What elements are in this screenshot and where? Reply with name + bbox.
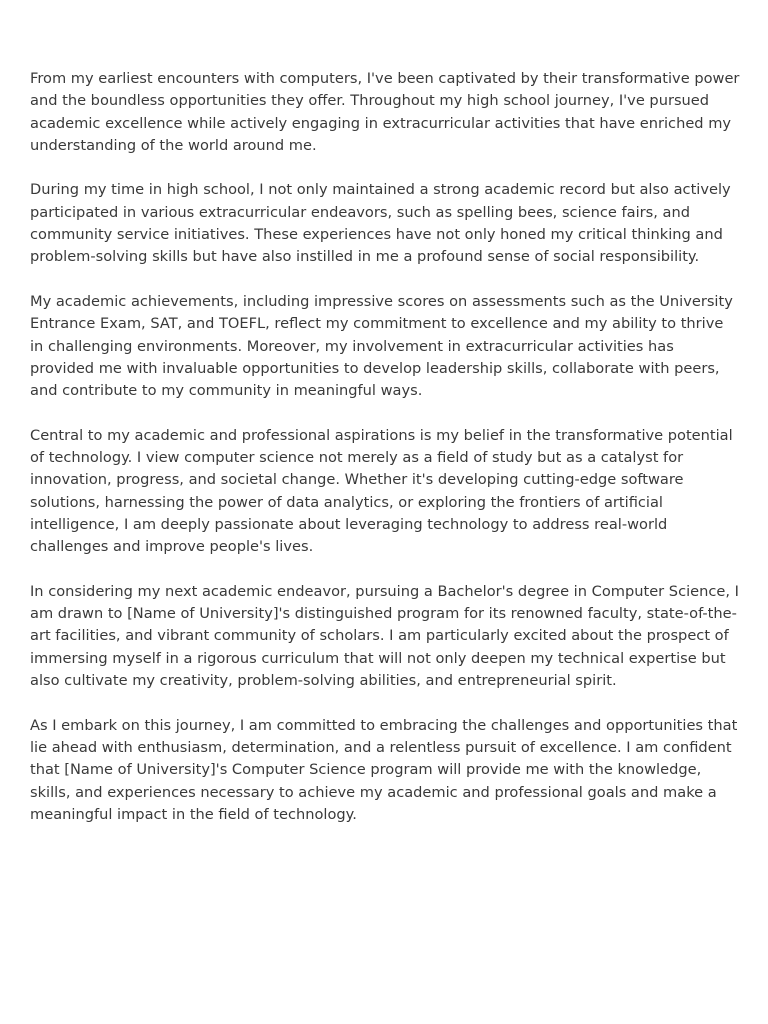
paragraph-achievements: My academic achievements, including impressive scores on assessments such as the University Entrance Exam, SAT, and TOEFL, reflect my commitment to excellence and my ability to thrive in challenging environments. Moreover, my involvement in extracurricular activities has provided me with invaluable opportunities to develop leadership skills, collaborate with peers, and contribute to my community in meaningful ways. [30,292,733,400]
paragraph-university-choice: In considering my next academic endeavor, pursuing a Bachelor's degree in Computer Science, I am drawn to [Name of University]'s distinguished program for its renowned faculty, state-of-the-art facilities, and vibrant community of scholars. I am particularly excited about the prospect of immersing myself in a rigorous curriculum that will not only deepen my technical expertise but also cultivate my creativity, problem-solving abilities, and entrepreneurial spirit. [30,582,739,690]
paragraph-high-school: During my time in high school, I not only maintained a strong academic record but also actively participated in various extracurricular endeavors, such as spelling bees, science fairs, and community service initiatives. These experiences have not only honed my critical thinking and problem-solving skills but have also instilled in me a profound sense of social responsibility. [30,181,731,266]
essay-document [30,68,740,848]
paragraph-aspirations: Central to my academic and professional aspirations is my belief in the transformative potential of technology. I view computer science not merely as a field of study but as a catalyst for innovation, progress, and societal change. Whether it's developing cutting-edge software solutions, harnessing the power of data analytics, or exploring the frontiers of artificial intelligence, I am deeply passionate about leveraging technology to address real-world challenges and improve people's lives. [30,426,733,556]
paragraph-intro: From my earliest encounters with computers, I've been captivated by their transformative power and the boundless opportunities they offer. Throughout my high school journey, I've pursued academic excellence while actively engaging in extracurricular activities that have enriched my understanding of the world around me. [30,70,740,154]
paragraph-conclusion: As I embark on this journey, I am committed to embracing the challenges and opportunities that lie ahead with enthusiasm, determination, and a relentless pursuit of excellence. I am confident that [Name of University]'s Computer Science program will provide me with the knowledge, skills, and experiences necessary to achieve my academic and professional goals and make a meaningful impact in the field of technology. [30,716,738,823]
